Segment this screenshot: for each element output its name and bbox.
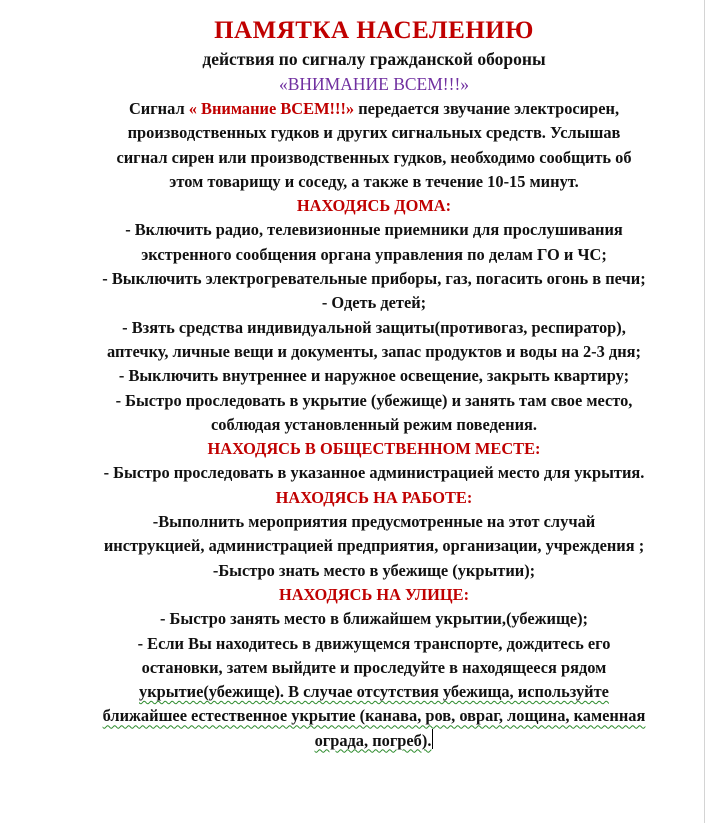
work-line: -Выполнить мероприятия предусмотренные на этот случай: [152, 512, 596, 532]
intro-line-4: этом товарищу и соседу, а также в течение 10-15 минут.: [169, 171, 579, 191]
work-line: -Быстро знать место в убежище (укрытии);: [212, 560, 536, 580]
home-line: - Одеть детей;: [321, 293, 427, 313]
public-place-heading: НАХОДЯСЬ В ОБЩЕСТВЕННОМ МЕСТЕ:: [207, 439, 541, 459]
public-place-instructions: [50, 461, 698, 485]
page-edge: [704, 0, 705, 823]
signal-title: «ВНИМАНИЕ ВСЕМ!!!»: [278, 74, 470, 94]
street-line: остановки, затем выйдите и проследуйте в находящееся рядом: [141, 657, 607, 677]
home-line: - Быстро проследовать в укрытие (убежище) и занять там свое место,: [115, 390, 633, 410]
intro-paragraph: [50, 97, 698, 194]
street-line: - Если Вы находитесь в движущемся транспорте, дождитесь его: [137, 633, 611, 653]
document-content: [50, 14, 698, 753]
street-line: ограда, погреб).: [314, 730, 432, 750]
intro-line-1: [50, 97, 698, 121]
memo-title: ПАМЯТКА НАСЕЛЕНИЮ: [214, 17, 534, 44]
intro-signal-name: « Внимание ВСЕМ!!!»: [188, 99, 355, 118]
home-instructions: [50, 218, 698, 437]
public-place-line: - Быстро проследовать в указанное администрацией место для укрытия.: [103, 463, 645, 483]
home-line: соблюдая установленный режим поведения.: [210, 414, 537, 434]
intro-line-3: сигнал сирен или производственных гудков, необходимо сообщить об: [116, 147, 632, 167]
street-instructions: [50, 607, 698, 753]
home-line: аптечку, личные вещи и документы, запас продуктов и воды на 2-3 дня;: [107, 341, 641, 361]
street-line: - Быстро занять место в ближайшем укрытии,(убежище);: [160, 609, 588, 629]
work-line: инструкцией, администрацией предприятия, организации, учреждения ;: [103, 536, 645, 556]
home-line: - Взять средства индивидуальной защиты(противогаз, респиратор),: [122, 317, 626, 337]
street-heading: НАХОДЯСЬ НА УЛИЦЕ:: [278, 584, 470, 604]
home-line: - Выключить электрогревательные приборы, газ, погасить огонь в печи;: [102, 269, 646, 289]
work-heading: НАХОДЯСЬ НА РАБОТЕ:: [275, 487, 473, 507]
home-line: - Выключить внутреннее и наружное освещение, закрыть квартиру;: [118, 366, 630, 386]
memo-subtitle: действия по сигналу гражданской обороны: [202, 49, 546, 69]
street-line: ближайшее естественное укрытие (канава, ров, овраг, лощина, каменная: [102, 706, 646, 726]
work-instructions: [50, 510, 698, 583]
street-last-line-wrap: [50, 729, 698, 753]
home-heading: НАХОДЯСЬ ДОМА:: [296, 196, 452, 216]
street-line: укрытие(убежище). В случае отсутствия убежища, используйте: [139, 682, 609, 702]
intro-line-2: производственных гудков и других сигнальных средств. Услышав: [127, 123, 621, 143]
home-line: - Включить радио, телевизионные приемники для прослушивания: [125, 220, 623, 240]
home-line: экстренного сообщения органа управления по делам ГО и ЧС;: [141, 244, 607, 264]
text-cursor: [432, 729, 433, 749]
intro-line-1-rest: передается звучание электросирен,: [354, 99, 620, 118]
intro-prefix: Сигнал: [128, 99, 189, 118]
